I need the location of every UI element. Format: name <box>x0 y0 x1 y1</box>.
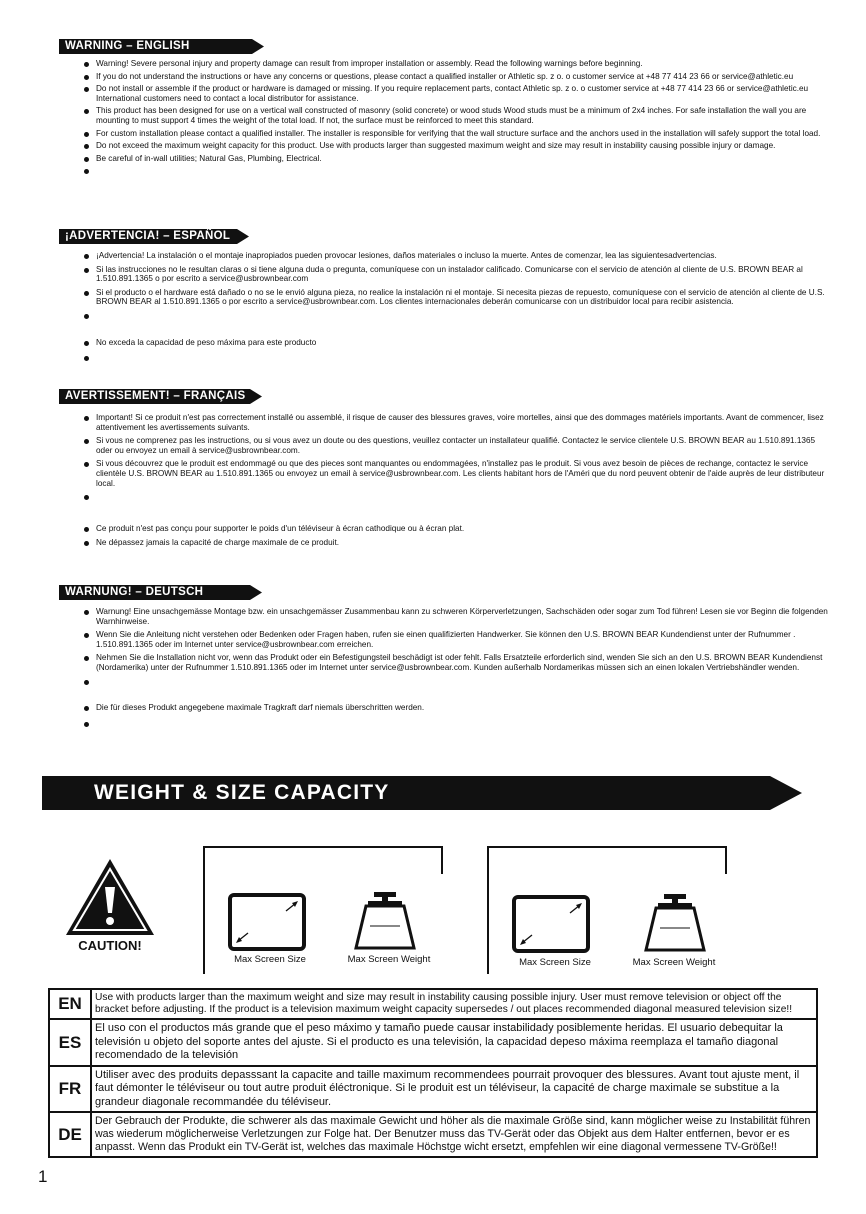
banner-title: WEIGHT & SIZE CAPACITY <box>94 781 390 804</box>
warning-item: Warnung! Eine unsachgemässe Montage bzw. ein unsachgemässer Zusammenbau kann zu schweren Körperverletzungen, Sachschäden oder sogar zum Tod führen! Lesen sie vor Beginn die folgenden Warnhinweise. <box>82 607 832 626</box>
warning-item: Si el producto o el hardware está dañado o no se le envió alguna pieza, no realice la instalación ni el montaje. Si necesita piezas de repuesto, comuníquese con el servicio de atención al cliente de U.S. BROWN BEAR al 1.510.891.1365 o por escrito a service@usbrownbear.com. Los clientes internacionales deberán comunicarse con un distribuidor local para recibir asistencia. <box>82 288 832 307</box>
section-header-french <box>59 389 262 404</box>
section-title-english: WARNING – ENGLISH <box>65 40 190 52</box>
warning-item: For custom installation please contact a qualified installer. The installer is responsible for verifying that the wall structure surface and the anchors used in the installation will safely support the total load. <box>82 129 832 139</box>
screen-size-icon <box>512 895 592 955</box>
warning-item: Si las instrucciones no le resultan claras o si tiene alguna duda o pregunta, comuníquese con un instalador calificado. Comunicarse con el servicio de atención al cliente de U.S. BROWN BEAR al 1.510.891.1365 o por escrito a service@usbrownbear.com <box>82 265 832 284</box>
language-text: Utiliser avec des produits depasssant la capacite and taille maximum recommendees pourrait provoquer des blessures. Avant tout ajuste ment, il faut démonter le téléviseur ou tout autre produit éléctronique. Si le produit est un téléviseur, la capacité de charge maximale se substitue a la grandeur diagonale recommandée du téléviseur. <box>91 1066 817 1113</box>
warning-item: If you do not understand the instructions or have any concerns or questions, please contact a qualified installer or Athletic sp. z o. o customer service at +48 77 414 23 66 or service@athletic.eu <box>82 72 832 82</box>
warning-item: Do not install or assemble if the product or hardware is damaged or missing. If you require replacement parts, contact Athletic sp. z o. o customer service at +48 77 414 23 66 or service@athletic.eu International customers need to contact a local distributor for assistance. <box>82 84 832 103</box>
section-title-french: AVERTISSEMENT! – FRANÇAIS <box>65 390 246 402</box>
language-code: DE <box>49 1112 91 1157</box>
warning-item <box>82 353 832 363</box>
warning-item: Ce produit n'est pas conçu pour supporter le poids d'un téléviseur à écran cathodique ou à écran plat. <box>82 524 832 534</box>
table-row <box>49 1019 817 1066</box>
table-row <box>49 1066 817 1113</box>
weight-icon <box>642 892 708 954</box>
warning-list-english <box>82 59 832 176</box>
panel-divider <box>487 874 489 974</box>
warning-item <box>82 166 832 176</box>
language-code: ES <box>49 1019 91 1066</box>
warning-item: Important! Si ce produit n'est pas correctement installé ou assemblé, il risque de causer des blessures graves, voire mortelles, ainsi que des dommages matériels importants. Avant de commencer, lisez attentivement les avertissements suivants. <box>82 413 832 432</box>
warning-item: Nehmen Sie die Installation nicht vor, wenn das Produkt oder ein Befestigungsteil beschädigt ist oder fehlt. Falls Ersatzteile erforderlich sind, wenden Sie sich an den U.S. BROWN BEAR Kundendienst (Nordamerika) unter der Rufnummer 1.510.891.1365 oder im Internet unter service@usbrownbear.com. Kunden außerhalb Nordamerikas müssen sich an einen lokalen Vertriebshändler wenden. <box>82 653 832 672</box>
warning-item <box>82 677 832 687</box>
page-number: 1 <box>38 1167 48 1186</box>
table-row <box>49 989 817 1019</box>
weight-size-banner <box>42 776 802 810</box>
section-title-spanish: ¡ADVERTENCIA! – ESPAÑOL <box>65 230 231 242</box>
language-text: Use with products larger than the maximum weight and size may result in instability causing possible injury. User must remove television or object off the bracket before adjusting. If the product is a television maximum weight capacity supersedes / out places recommended diagonal measured television size!! <box>91 989 817 1019</box>
caution-label: CAUTION! <box>78 938 142 953</box>
warning-list-french <box>82 413 832 548</box>
language-warning-table <box>48 988 818 1158</box>
weight-icon <box>352 890 418 952</box>
warning-item: This product has been designed for use on a vertical wall constructed of masonry (solid concrete) or wood studs Wood studs must be a minimum of 2x4 inches. For safe installation the wall you are mounting to must support 4 times the weight of the total load. If not, the surface must be reinforced to meet this standard. <box>82 106 832 125</box>
warning-list-spanish <box>82 251 832 363</box>
warning-item <box>82 492 832 502</box>
max-screen-size-label: Max Screen Size <box>234 954 306 965</box>
max-screen-weight-label: Max Screen Weight <box>347 954 431 965</box>
warning-item: Ne dépassez jamais la capacité de charge maximale de ce produit. <box>82 538 832 548</box>
warning-item: Si vous ne comprenez pas les instructions, ou si vous avez un doute ou des questions, veuillez contacter un installateur qualifié. Contactez le service clientele U.S. BROWN BEAR au 1.510.891.1365 oder ou envoyez un email à service@usbrownbear.com. <box>82 436 832 455</box>
section-header-german <box>59 585 262 600</box>
warning-item: ¡Advertencia! La instalación o el montaje inapropiados pueden provocar lesiones, daños materiales o incluso la muerte. Antes de comenzar, lea las siguientesadvertencias. <box>82 251 832 261</box>
max-screen-size-label: Max Screen Size <box>519 957 591 968</box>
warning-item: Be careful of in-wall utilities; Natural Gas, Plumbing, Electrical. <box>82 154 832 164</box>
section-header-spanish <box>59 229 249 244</box>
section-title-german: WARNUNG! – DEUTSCH <box>65 586 204 598</box>
capacity-panel-2-box <box>487 846 727 874</box>
table-row <box>49 1112 817 1157</box>
warning-item: Die für dieses Produkt angegebene maximale Tragkraft darf niemals überschritten werden. <box>82 703 832 713</box>
max-screen-weight-label: Max Screen Weight <box>632 957 716 968</box>
language-code: FR <box>49 1066 91 1113</box>
warning-item: Do not exceed the maximum weight capacity for this product. Use with products larger than suggested maximum weight and size may result in instability causing possible injury or damage. <box>82 141 832 151</box>
warning-item: Wenn Sie die Anleitung nicht verstehen oder Bedenken oder Fragen haben, rufen sie einen qualifizierten Handwerker. Sie können den U.S. BROWN BEAR Kundendienst unter der Rufnummer . 1.510.891.1365 oder im Internet unter service@usbrownbear.com erreichen. <box>82 630 832 649</box>
warning-list-german <box>82 607 832 728</box>
caution-triangle-icon <box>64 857 156 937</box>
warning-item: Si vous découvrez que le produit est endommagé ou que des pieces sont manquantes ou endommagées, n'installez pas le produit. Si vous avez besoin de pièces de rechange, contactez le service clientèle U.S. BROWN BEAR au 1.510.891.1365 ou envoyez un email à service@usbrownbear.com. Les clients habitant hors de l'Améri que du nord peuvent obtenir de l'aide auprès de leur distributeur local. <box>82 459 832 488</box>
warning-item <box>82 719 832 729</box>
language-text: Der Gebrauch der Produkte, die schwerer als das maximale Gewicht und höher als die maximale Größe sind, kann möglicher weise zu Instabilität führen was wiederum möglicherweise Verletzungen zur Folge hat. Der Benutzer muss das TV-Gerät oder das Objekt aus dem Halter entfernen, bevor er es anpasst. Wenn das Produkt ein TV-Gerät ist, welches das maximale Höchstge wicht ersetzt, empfehlen wir eine diagonal vermessene TV-Größe!! <box>91 1112 817 1157</box>
warning-item: No exceda la capacidad de peso máxima para este producto <box>82 338 832 348</box>
section-header-english <box>59 39 264 54</box>
panel-divider <box>203 874 205 974</box>
language-text: El uso con el productos más grande que el peso máximo y tamaño puede causar instabilidady posiblemente heridas. El usuario debequitar la televisión u objeto del soporte antes del ajuste. Si el producto es una televisión, la capacidad depeso máxima reemplaza el tamaño diagonal recomendado de la televisión <box>91 1019 817 1066</box>
capacity-panel-1-box <box>203 846 443 874</box>
warning-item: Warning! Severe personal injury and property damage can result from improper installation or assembly. Read the following warnings before beginning. <box>82 59 832 69</box>
screen-size-icon <box>228 893 308 953</box>
language-code: EN <box>49 989 91 1019</box>
warning-item <box>82 311 832 321</box>
